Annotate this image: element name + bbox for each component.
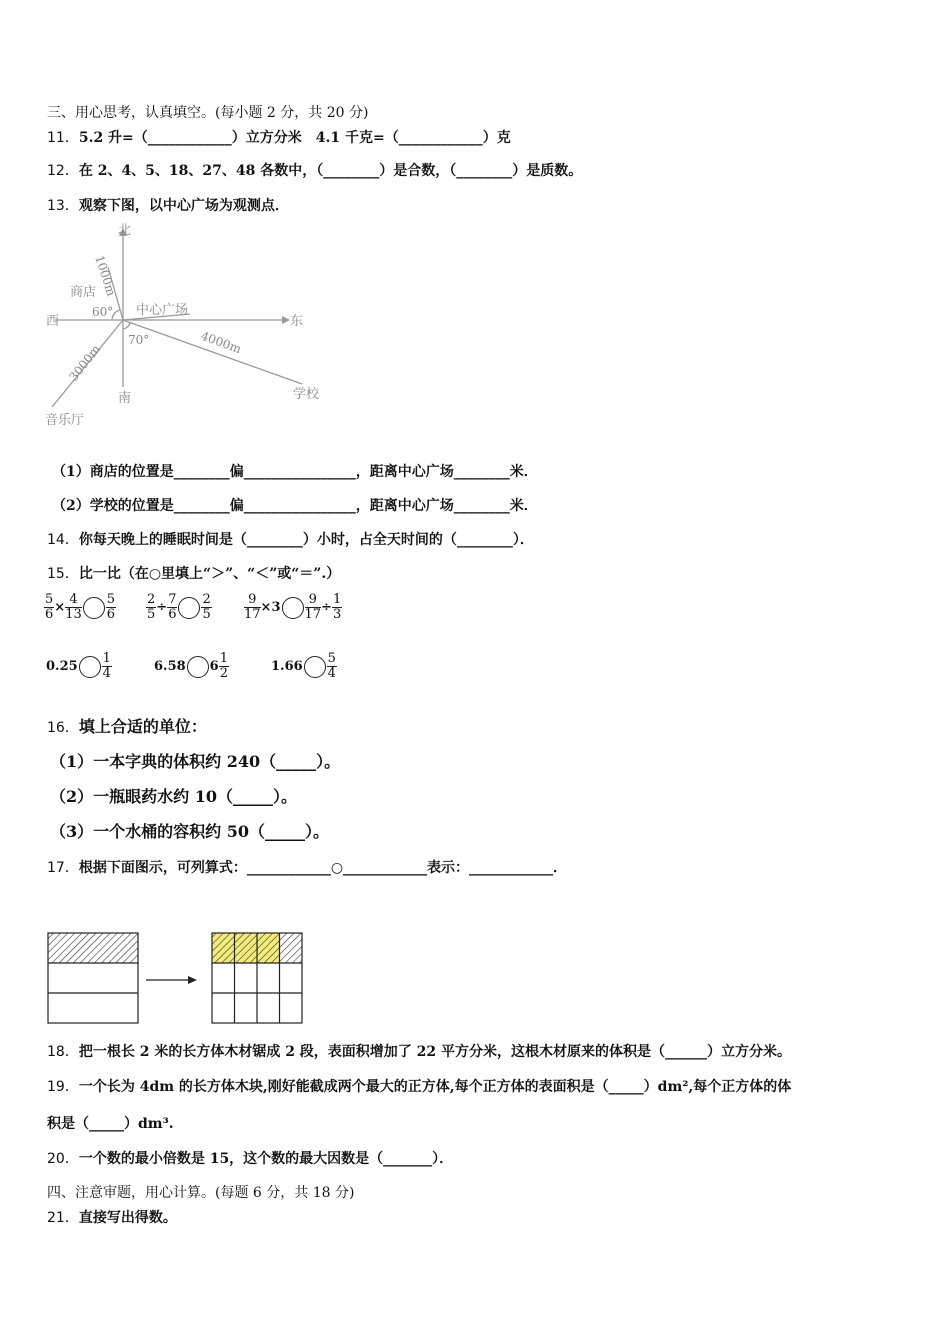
direction-map-figure [40, 222, 340, 437]
fraction: $\frac{5}{6}$ [106, 592, 116, 622]
fraction: $\frac{9}{17}$ [304, 592, 322, 622]
compare-5: 6.58 6 $\frac{1}{2}$ [154, 651, 228, 681]
map-school-label: 学校 [293, 387, 320, 402]
left-rectangle [48, 933, 138, 1023]
q11: 11．5.2 升=（____________）立方分米 4.1 千克=（____________）克 [47, 130, 511, 146]
answer-circle[interactable] [178, 597, 200, 619]
q16-sub2: （2）一瓶眼药水约 10（_____）。 [50, 787, 297, 806]
map-distance-1000: 1000m [92, 253, 119, 298]
q18: 18．把一根长 2 米的长方体木材锯成 2 段，表面积增加了 22 平方分米，这根木材原来的体积是（______）立方分米。 [47, 1044, 792, 1060]
fraction: $\frac{5}{4}$ [327, 651, 336, 681]
fraction: $\frac{4}{13}$ [65, 592, 82, 622]
map-north-label: 北 [118, 223, 132, 238]
answer-circle[interactable] [304, 656, 326, 678]
q13: 13．观察下图，以中心广场为观测点． [47, 198, 289, 214]
q16: 16．填上合适的单位： [47, 717, 207, 736]
q15: 15．比一比（在○里填上“＞”、“＜”或“＝”.） [47, 566, 341, 582]
q14: 14．你每天晚上的睡眠时间是（________）小时，占全天时间的（________）． [47, 532, 534, 548]
fraction-diagram-figure [40, 925, 315, 1030]
q13-sub2: （2）学校的位置是________偏________________，距离中心广场________米． [52, 498, 538, 514]
q13-sub1: （1）商店的位置是________偏________________，距离中心广场________米． [52, 464, 538, 480]
q19: 19．一个长为 4dm 的长方体木块,刚好能截成两个最大的正方体,每个正方体的表面积是（_____）dm²,每个正方体的体 [47, 1079, 792, 1095]
map-distance-4000: 4000m [198, 328, 244, 357]
section3-title: 三、用心思考，认真填空。(每小题 2 分，共 20 分) [47, 105, 369, 121]
fraction: $\frac{1}{2}$ [219, 651, 228, 681]
fraction: $\frac{9}{17}$ [244, 592, 261, 622]
compare-2: $\frac{2}{5}$ ÷ $\frac{7}{6}$ $\frac{2}{5}$ [147, 592, 211, 622]
q17: 17．根据下面图示，可列算式：____________○____________表示：____________． [47, 860, 568, 876]
q12: 12．在 2、4、5、18、27、48 各数中，（________）是合数，（________）是质数。 [47, 163, 583, 179]
map-angle-60: 60° [92, 305, 114, 319]
map-angle-70: 70° [128, 333, 150, 347]
fraction: $\frac{2}{5}$ [147, 592, 156, 622]
answer-circle[interactable] [187, 656, 209, 678]
q16-sub3: （3）一个水桶的容积约 50（_____）。 [50, 822, 329, 841]
map-center-label: 中心广场 [136, 303, 189, 318]
compare-3: $\frac{9}{17}$ ×3 $\frac{9}{17}$ ÷ $\frac{1}{3}$ [244, 592, 342, 622]
map-south-label: 南 [118, 391, 132, 406]
fraction: $\frac{1}{4}$ [102, 651, 111, 681]
map-distance-3000: 3000m [66, 342, 104, 384]
fraction: $\frac{7}{6}$ [168, 592, 177, 622]
section4-title: 四、注意审题，用心计算。(每题 6 分，共 18 分) [47, 1185, 355, 1201]
map-east-label: 东 [290, 314, 304, 329]
fraction: $\frac{1}{3}$ [332, 592, 342, 622]
fraction: $\frac{5}{6}$ [45, 592, 54, 622]
answer-circle[interactable] [79, 656, 101, 678]
compare-6: 1.66 $\frac{5}{4}$ [271, 651, 336, 681]
map-west-label: 西 [46, 314, 60, 329]
compare-4: 0.25 $\frac{1}{4}$ [46, 651, 111, 681]
map-shop-label: 商店 [70, 285, 97, 300]
q19-cont: 积是（_____）dm³. [47, 1116, 174, 1132]
compare-1: $\frac{5}{6}$ × $\frac{4}{13}$ $\frac{5}{6}$ [45, 592, 116, 622]
fraction: $\frac{2}{5}$ [202, 592, 211, 622]
map-hall-label: 音乐厅 [45, 413, 85, 428]
answer-circle[interactable] [83, 597, 105, 619]
q21: 21．直接写出得数。 [47, 1210, 177, 1226]
arrow [146, 976, 197, 984]
right-grid [212, 933, 302, 1023]
q16-sub1: （1）一本字典的体积约 240（_____）。 [50, 752, 341, 771]
q20: 20．一个数的最小倍数是 15，这个数的最大因数是（_______）． [47, 1151, 454, 1167]
answer-circle[interactable] [282, 597, 304, 619]
